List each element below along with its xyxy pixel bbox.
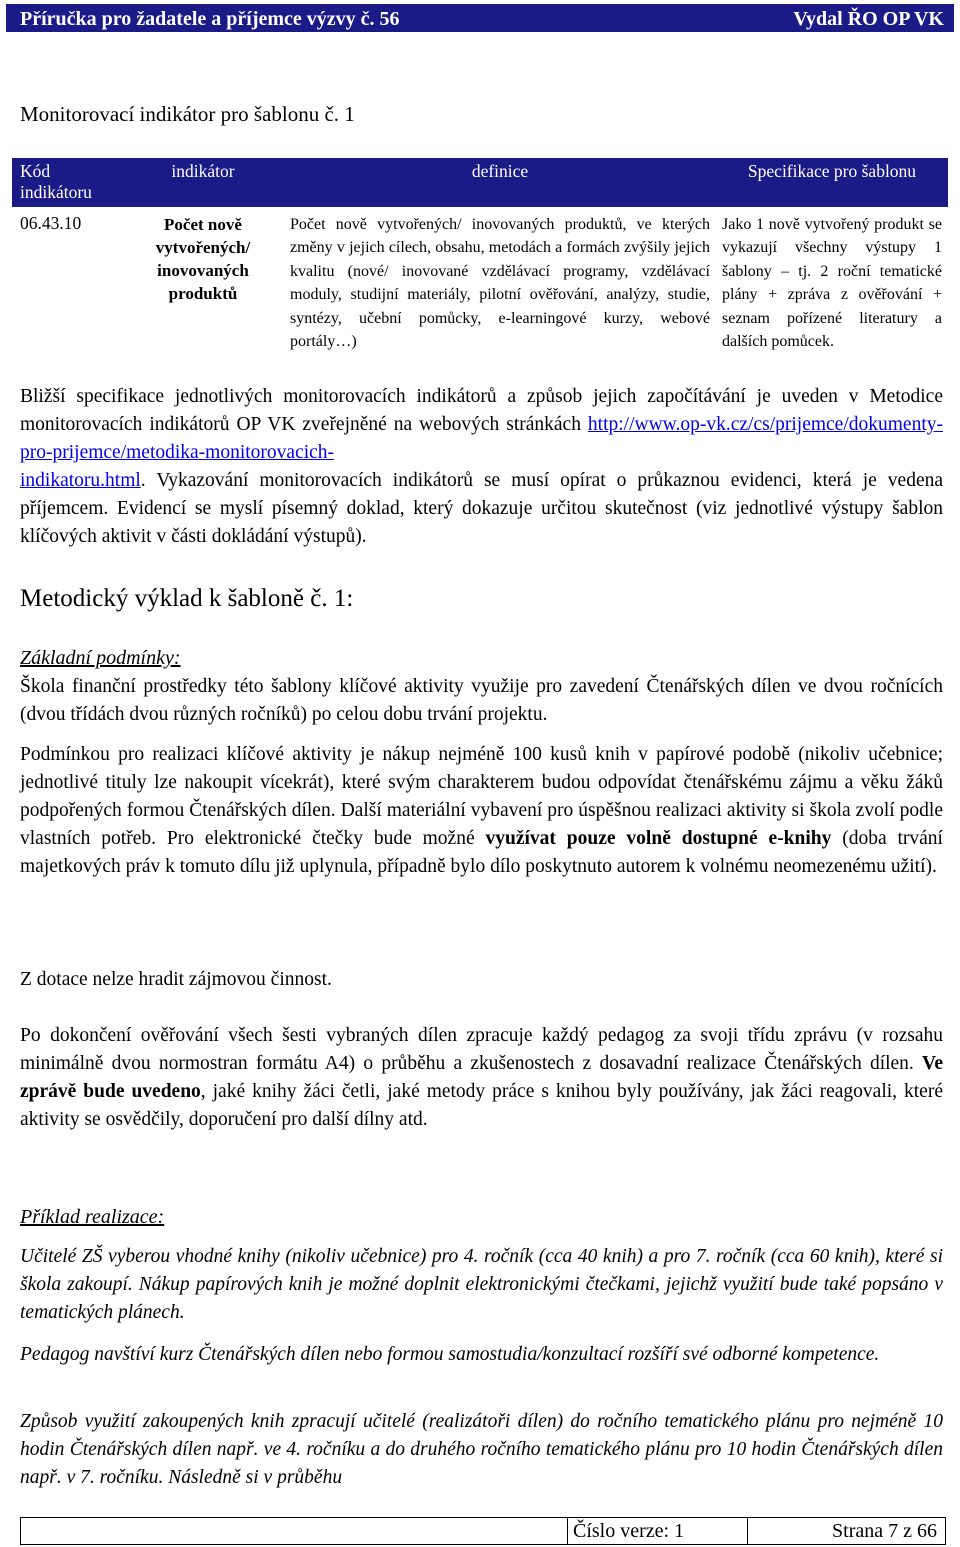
table-header-row	[12, 158, 948, 207]
basic-conditions-p2	[20, 741, 943, 881]
paragraph-text: Škola finanční prostředky této šablony klíčové aktivity využije pro zavedení Čtenářských dílen ve dvou ročnících (dvou třídách dvou různých ročníků) po celou dobu trvání projektu.	[20, 676, 943, 725]
indicator-table	[12, 158, 948, 353]
indicator-name: Počet nově vytvořených/ inovovaných produktů	[155, 215, 251, 303]
table-row	[12, 207, 948, 353]
example-p3	[20, 1408, 943, 1492]
example-heading: Příklad realizace:	[20, 1206, 165, 1228]
example-p1	[20, 1243, 943, 1327]
paragraph-text: Po dokončení ověřování všech šesti vybraných dílen zpracuje každý pedagog za svoji třídu zprávu (v rozsahu minimálně dvou normostran formátu A4) o průběhu a zkušenostech z dosavadní realizace Čtenářských dílen.	[20, 1025, 943, 1074]
paragraph-text: Způsob využití zakoupených knih zpracují učitelé (realizátoři dílen) do ročního tematického plánu pro nejméně 10 hodin Čtenářských dílen např. ve 4. ročníku a do druhého ročního tematického plánu pro 10 hodin Čtenářských dílen např. v 7. ročníku. Následně si v průběhu	[20, 1411, 943, 1488]
col-header-code: Kód indikátoru	[12, 158, 122, 207]
methodology-link[interactable]: http://www.op-vk.cz/cs/prijemce/dokumenty-pro-prijemce/metodika-monitorovacich-	[20, 414, 943, 463]
basic-conditions-p1	[20, 673, 943, 729]
header-title: Příručka pro žadatele a příjemce výzvy č. 56	[20, 7, 400, 30]
details-text-end: . Vykazování monitorovacích indikátorů se musí opírat o průkaznou evidenci, která je vedena příjemcem. Evidencí se myslí písemný doklad, který dokazuje určitou skutečnost (viz jednotlivé výstupy šablon klíčových aktivit v části dokládání výstupů).	[20, 470, 943, 547]
page-number: Strana 7 z 66	[832, 1520, 937, 1542]
paragraph-text-end: (doba trvání majetkových práv k tomuto dílu již uplynula, případně bylo dílo poskytnuto autorem k volnému neomezenému užití).	[20, 828, 943, 877]
details-paragraph	[20, 383, 943, 551]
basic-conditions-heading: Základní podmínky:	[20, 647, 181, 669]
methodology-link-end[interactable]: indikatoru.html	[20, 470, 141, 491]
paragraph-text: Z dotace nelze hradit zájmovou činnost.	[20, 969, 332, 990]
footer-empty-cell	[21, 1518, 568, 1544]
ebook-emphasis: využívat pouze volně dostupné e-knihy	[485, 828, 832, 849]
section-title: Monitorovací indikátor pro šablonu č. 1	[20, 102, 355, 126]
indicator-spec: Jako 1 nově vytvořený produkt se vykazují všechny výstupy 1 šablony – tj. 2 roční tematické plány + zpráva z ověřování + seznam pořízené literatury a dalších pomůcek.	[722, 216, 942, 351]
indicator-definition: Počet nově vytvořených/ inovovaných produktů, ve kterých změny v jejich cílech, obsahu, metodách a formách zvýšily jejich kvalitu (nové/ inovované vzdělávací programy, vzdělávací moduly, studijní materiály, pilotní ověřování, analýzy, studie, syntézy, učební pomůcky, e-learningové kurzy, webové portály…)	[290, 216, 710, 351]
methodical-title: Metodický výklad k šabloně č. 1:	[20, 585, 354, 612]
basic-conditions-p3	[20, 966, 943, 994]
col-header-definition: definice	[284, 158, 716, 207]
header-publisher: Vydal ŘO OP VK	[793, 7, 944, 30]
indicator-code: 06.43.10	[20, 213, 82, 233]
paragraph-text: Učitelé ZŠ vyberou vhodné knihy (nikoliv učebnice) pro 4. ročník (cca 40 knih) a pro 7. ročník (cca 60 knih), které si škola zakoupí. Nákup papírových knih je možné doplnit elektronickými čtečkami, jejichž využití bude také popsáno v tematických plánech.	[20, 1246, 943, 1323]
paragraph-text: Pedagog navštíví kurz Čtenářských dílen nebo formou samostudia/konzultací rozšíří své odborné kompetence.	[20, 1344, 880, 1365]
version-number: Číslo verze: 1	[568, 1518, 748, 1544]
paragraph-text: Podmínkou pro realizaci klíčové aktivity je nákup nejméně 100 kusů knih v papírové podobě (nikoliv učebnice; jednotlivé tituly lze nakoupit vícekrát), které svým charakterem budou odpovídat čtenářskému zájmu a věku žáků podpořených formou Čtenářských dílen. Další materiální vybavení pro úspěšnou realizaci aktivity si škola zvolí podle vlastních potřeb. Pro elektronické čtečky bude možné	[20, 744, 943, 849]
col-header-spec: Specifikace pro šablonu	[716, 158, 948, 207]
report-emphasis: Ve zprávě bude uvedeno	[20, 1053, 943, 1102]
basic-conditions-p4	[20, 1022, 943, 1134]
details-text: Bližší specifikace jednotlivých monitorovacích indikátorů a způsob jejich započítávání je uveden v Metodice monitorovacích indikátorů OP VK zveřejněné na webových stránkách	[20, 386, 943, 435]
col-header-indicator: indikátor	[122, 158, 284, 207]
page-footer	[20, 1517, 946, 1545]
paragraph-text-end: , jaké knihy žáci četli, jaké metody práce s knihou byly používány, jak žáci reagovali, které aktivity se osvědčily, doporučení pro další dílny atd.	[20, 1081, 943, 1130]
example-p2	[20, 1341, 943, 1369]
page-header	[6, 4, 954, 32]
